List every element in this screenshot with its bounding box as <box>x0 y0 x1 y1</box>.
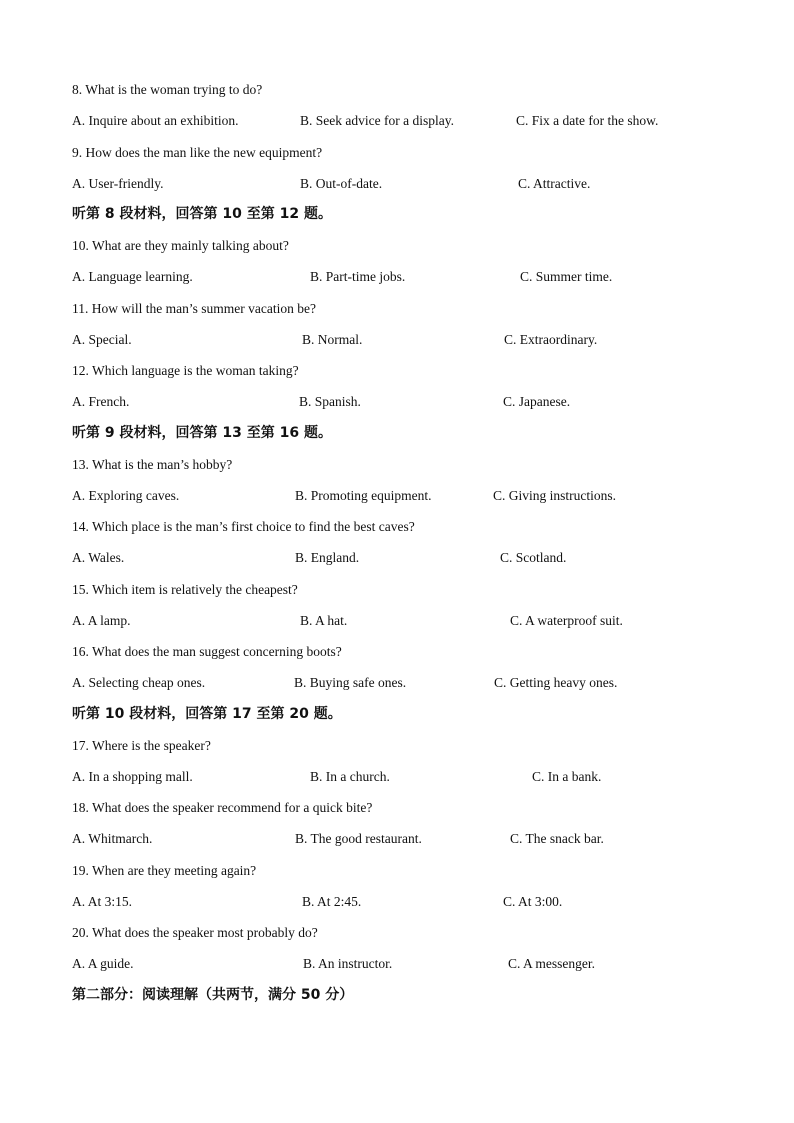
option-c: C. Getting heavy ones. <box>494 675 618 690</box>
option-a: A. Wales. <box>72 550 125 565</box>
option-c: C. Scotland. <box>500 550 567 565</box>
option-a: A. French. <box>72 394 130 409</box>
option-a: A. User-friendly. <box>72 176 164 191</box>
option-a: A. Special. <box>72 332 132 347</box>
question-16-stem: 16. What does the man suggest concerning boots? <box>72 644 342 659</box>
question-14-options <box>72 549 722 567</box>
option-b: B. Spanish. <box>299 394 361 409</box>
section-heading: 听第 9 段材料，回答第 13 至第 16 题。 <box>72 425 332 441</box>
question-15-options <box>72 612 722 630</box>
question-10-stem: 10. What are they mainly talking about? <box>72 238 289 253</box>
option-a: A. In a shopping mall. <box>72 769 193 784</box>
option-a: A. Exploring caves. <box>72 488 180 503</box>
question-14-stem: 14. Which place is the man’s first choice to find the best caves? <box>72 519 415 534</box>
option-a: A. Whitmarch. <box>72 831 153 846</box>
section-heading: 听第 8 段材料，回答第 10 至第 12 题。 <box>72 206 332 222</box>
question-11-options <box>72 331 722 349</box>
question-15-stem: 15. Which item is relatively the cheapest? <box>72 582 298 597</box>
question-9-options <box>72 175 722 193</box>
option-c: C. Summer time. <box>520 269 613 284</box>
option-b: B. The good restaurant. <box>295 831 422 846</box>
option-b: B. Out-of-date. <box>300 176 383 191</box>
option-a: A. Selecting cheap ones. <box>72 675 206 690</box>
option-b: B. In a church. <box>310 769 390 784</box>
section-heading: 听第 10 段材料，回答第 17 至第 20 题。 <box>72 706 342 722</box>
question-9-stem: 9. How does the man like the new equipment? <box>72 145 323 160</box>
option-b: B. A hat. <box>300 613 348 628</box>
option-c: C. In a bank. <box>532 769 602 784</box>
option-b: B. England. <box>295 550 360 565</box>
option-c: C. Attractive. <box>518 176 591 191</box>
question-13-stem: 13. What is the man’s hobby? <box>72 457 233 472</box>
question-12-options <box>72 393 722 411</box>
option-c: C. A waterproof suit. <box>510 613 623 628</box>
question-19-stem: 19. When are they meeting again? <box>72 863 257 878</box>
option-b: B. Seek advice for a display. <box>300 113 454 128</box>
question-8-options <box>72 112 722 130</box>
option-a: A. At 3:15. <box>72 894 133 909</box>
option-a: A. A lamp. <box>72 613 131 628</box>
question-8-stem: 8. What is the woman trying to do? <box>72 82 263 97</box>
option-a: A. A guide. <box>72 956 134 971</box>
option-b: B. Buying safe ones. <box>294 675 407 690</box>
option-b: B. Normal. <box>302 332 363 347</box>
question-18-stem: 18. What does the speaker recommend for a quick bite? <box>72 800 373 815</box>
option-a: A. Language learning. <box>72 269 193 284</box>
question-20-options <box>72 955 722 973</box>
question-17-stem: 17. Where is the speaker? <box>72 738 211 753</box>
option-c: C. Fix a date for the show. <box>516 113 659 128</box>
option-b: B. Promoting equipment. <box>295 488 432 503</box>
option-c: C. At 3:00. <box>503 894 563 909</box>
question-18-options <box>72 830 722 848</box>
option-b: B. An instructor. <box>303 956 393 971</box>
option-b: B. Part-time jobs. <box>310 269 406 284</box>
question-20-stem: 20. What does the speaker most probably do? <box>72 925 318 940</box>
option-c: C. The snack bar. <box>510 831 604 846</box>
option-c: C. A messenger. <box>508 956 595 971</box>
question-17-options <box>72 768 722 786</box>
option-c: C. Japanese. <box>503 394 571 409</box>
question-13-options <box>72 487 722 505</box>
question-12-stem: 12. Which language is the woman taking? <box>72 363 299 378</box>
option-b: B. At 2:45. <box>302 894 362 909</box>
question-19-options <box>72 893 722 911</box>
part-two-title: 第二部分：阅读理解（共两节，满分 50 分） <box>72 987 354 1003</box>
option-a: A. Inquire about an exhibition. <box>72 113 239 128</box>
option-c: C. Extraordinary. <box>504 332 598 347</box>
question-10-options <box>72 268 722 286</box>
question-11-stem: 11. How will the man’s summer vacation be? <box>72 301 316 316</box>
option-c: C. Giving instructions. <box>493 488 617 503</box>
question-16-options <box>72 674 722 692</box>
